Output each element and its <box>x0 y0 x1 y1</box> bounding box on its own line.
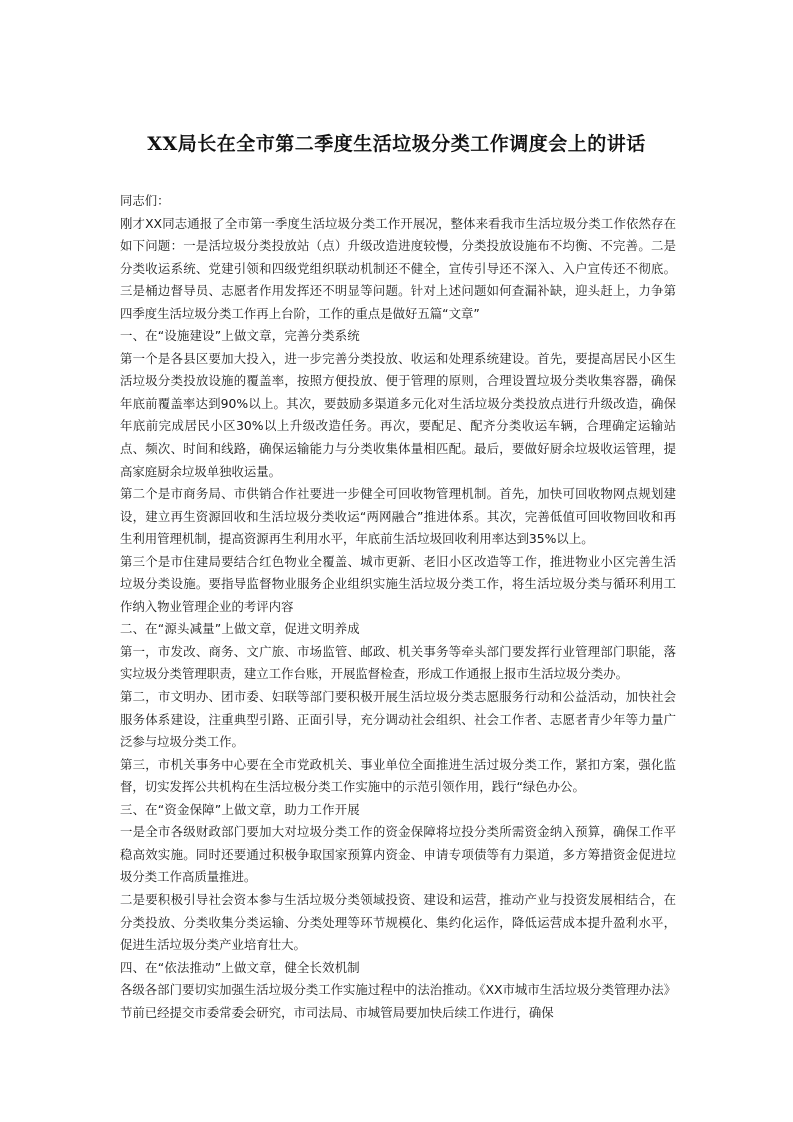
paragraph-2-2: 第二，市文明办、团市委、妇联等部门要积极开展生活垃圾分类志愿服务行动和公益活动，加快社会服务体系建设，注重典型引路、正面引导，充分调动社会组织、社会工作者、志愿者青少年等力量广泛参与垃圾分类工作。 <box>120 689 676 750</box>
section-heading-4: 四、在“依法推动”上做文章，健全长效机制 <box>120 959 360 975</box>
paragraph-1-3: 第三个是市住建局要结合红色物业全覆盖、城市更新、老旧小区改造等工作，推进物业小区完善生活垃圾分类设施。要指导监督物业服务企业组织实施生活垃圾分类工作，将生活垃圾分类与循环利用工作纳入物业管理企业的考评内容 <box>120 553 676 614</box>
paragraph-2-3: 第三，市机关事务中心要在全市党政机关、事业单位全面推进生活过圾分类工作，紧扣方案，强化监督，切实发挥公共机构在生活垃极分类工作实施中的示范引领作用，践行“绿色办公。 <box>120 756 676 795</box>
paragraph-3-2: 二是要积极引导社会资本参与生活垃圾分类领域投资、建设和运营，推动产业与投资发展相结合，在分类投放、分类收集分类运输、分类处理等环节规模化、集约化运作，降低运营成本提升盈利水平，促进生活垃圾分类产业培育壮大。 <box>120 891 676 953</box>
document-body <box>120 190 676 1024</box>
paragraph-3-1: 一是全市各级财政部门要加大对垃圾分类工作的资金保障将垃投分类所需资金纳入预算，确保工作平稳高效实施。同时还要通过积极争取国家预算内资金、申请专项债等有力渠道，多方筹措资金促进垃圾分类工作高质量推进。 <box>120 824 676 885</box>
salutation: 同志们： <box>120 193 170 208</box>
section-heading-3: 三、在“资金保障”上做文章，助力工作开展 <box>120 801 360 817</box>
section-heading-1: 一、在“设施建设”上做文章，完善分类系统 <box>120 328 360 344</box>
document-title: XX局长在全市第二季度生活垃圾分类工作调度会上的讲话 <box>147 133 646 155</box>
paragraph-2-1: 第一，市发改、商务、文广旅、市场监管、邮政、机关事务等牵头部门要发挥行业管理部门职能，落实垃圾分类管理职责，建立工作台账，开展监督检查，形成工作通报上报市生活垃圾分类办。 <box>120 643 676 682</box>
paragraph-intro: 刚才XX同志通报了全市第一季度生活垃圾分类工作开展况，整体来看我市生活垃圾分类工作依然存在如下问题：一是活垃圾分类投放站（点）升级改造进度较慢，分类投放设施布不均衡、不完善。二是分类收运系统、党建引领和四级党组织联动机制还不健全，宣传引导还不深入、入户宣传还不彻底。三是桶边督导员、志愿者作用发挥还不明显等问题。针对上述问题如何查漏补缺，迎头赶上，力争第四季度生活垃圾分类工作再上台阶，工作的重点是做好五篇“文章” <box>120 215 676 321</box>
paragraph-1-2: 第二个是市商务局、市供销合作社要进一步健全可回收物管理机制。首先，加快可回收物网点规划建设，建立再生资源回收和生活垃圾分类收运“两网融合”推进体系。其次，完善低值可回收物回收和再生利用管理机制，提高资源再生利用水平，年底前生活垃圾回收利用率达到35%以上。 <box>120 486 676 547</box>
paragraph-4-1: 各级各部门要切实加强生活垃圾分类工作实施过程中的法治推动。《XX市城市生活垃圾分类管理办法》节前已经提交市委常委会研究，市司法局、市城管局要加快后续工作进行，确保 <box>120 982 676 1020</box>
section-heading-2: 二、在“源头减量”上做文章，促进文明养成 <box>120 621 360 637</box>
paragraph-1-1: 第一个是各县区要加大投入，进一步完善分类投放、收运和处理系统建设。首先，要提高居民小区生活垃圾分类投放设施的覆盖率，按照方便投放、便于管理的原则，合理设置垃圾分类收集容器，确保年底前覆盖率达到90%以上。其次，要鼓励多渠道多元化对生活垃圾分类投放点进行升级改造，确保年底前完成居民小区30%以上升级改造任务。再次，要配足、配齐分类收运车辆，合理确定运输站点、频次、时间和线路，确保运输能力与分类收集体量相匹配。最后，要做好厨余垃圾收运管理，提高家庭厨余垃圾单独收运量。 <box>120 350 676 479</box>
